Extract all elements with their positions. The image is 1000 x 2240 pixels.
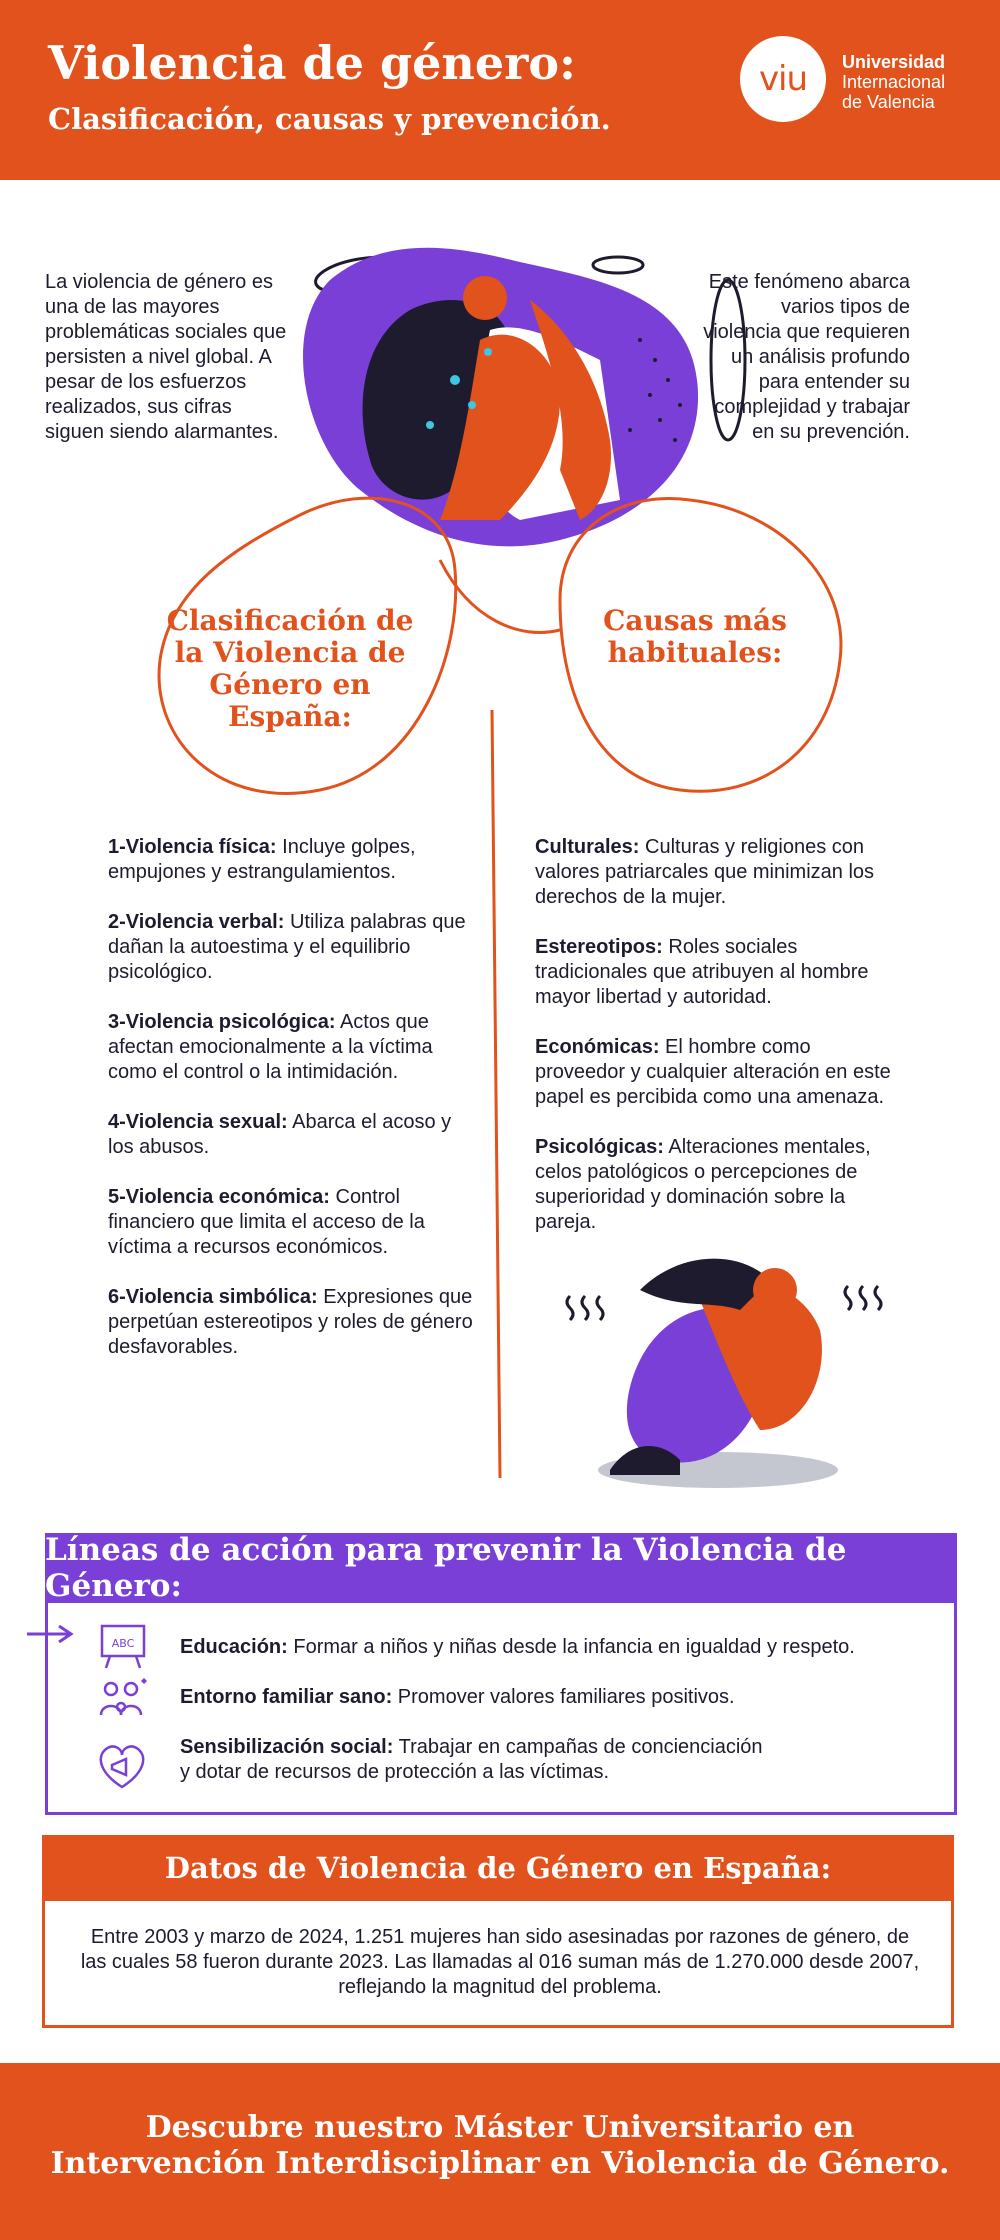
causes-title: Causas más habituales: [603,604,787,669]
family-icon [95,1675,151,1727]
university-logo-text[interactable] [842,52,945,112]
footer-cta-text[interactable]: Descubre nuestro Máster Universitario en Intervención Interdisciplinar en Violencia de Género. [50,2110,950,2181]
action-lines-title: Líneas de acción para prevenir la Violencia de Género: [45,1533,957,1603]
item-text: Promover valores familiares positivos. [392,1686,735,1708]
item-text: El hombre como proveedor y cualquier alteración en este papel es percibida como una amenaza. [535,1036,891,1108]
svg-text:ABC: ABC [111,1637,135,1650]
list-item [535,1135,905,1235]
classification-list [108,835,473,1385]
item-text: Alteraciones mentales, celos patológicos o percepciones de superioridad y dominación sobre la pareja. [535,1136,871,1233]
item-text-cont: y dotar de recursos de protección a las víctimas. [180,1761,610,1783]
list-item [108,1185,473,1260]
connector-curve [440,560,560,632]
item-label: Sensibilización social: [180,1736,394,1758]
action-item-family [180,1685,735,1710]
sitting-woman-figure [567,1259,881,1488]
item-label: Educación: [180,1636,288,1658]
item-label: 3-Violencia psicológica: [108,1011,336,1033]
page-title: Violencia de género: [48,36,577,90]
logo-line-1: Universidad [842,52,946,72]
list-item [535,835,905,910]
logo-mark: viu [758,59,808,99]
item-text: Culturas y religiones con valores patriarcales que minimizan los derechos de la mujer. [535,836,875,908]
causes-list [535,835,905,1260]
scribble-ellipse-right [593,257,643,273]
page-subtitle: Clasificación, causas y prevención. [48,102,611,136]
arrow-right-icon [25,1622,75,1646]
list-item [108,835,473,885]
list-item [108,1110,473,1160]
item-text: Control financiero que limita el acceso de la víctima a recursos económicos. [108,1186,425,1258]
item-label: Culturales: [535,836,640,858]
list-item [108,910,473,985]
item-label: Estereotipos: [535,936,663,958]
data-title: Datos de Violencia de Género en España: [42,1835,954,1901]
item-text: Utiliza palabras que dañan la autoestima y el equilibrio psicológico. [108,911,466,983]
action-item-education [180,1635,855,1660]
item-text: Formar a niños y niñas desde la infancia en igualdad y respeto. [287,1636,855,1658]
action-item-awareness [180,1735,763,1785]
university-logo-icon[interactable] [740,36,826,122]
item-label: 2-Violencia verbal: [108,911,285,933]
data-paragraph: Entre 2003 y marzo de 2024, 1.251 mujeres han sido asesinadas por razones de género, de las cuales 58 fueron durante 2023. Las llamadas al 016 suman más de 1.270.000 desde 2007, reflejando la magnitud del problema. [80,1926,920,1998]
classification-title: Clasificación de la Violencia de Género en España: [166,604,414,733]
list-item [535,1035,905,1110]
item-text: Roles sociales tradicionales que atribuyen al hombre mayor libertad y autoridad. [535,936,869,1008]
list-item [108,1285,473,1360]
megaphone-heart-icon [92,1735,152,1795]
list-item [535,935,905,1010]
intro-right-paragraph: Este fenómeno abarca varios tipos de violencia que requieren un análisis profundo para entender su complejidad y trabajar en su prevención. [703,271,910,443]
item-label: Psicológicas: [535,1136,664,1158]
item-text: Incluye golpes, empujones y estrangulamientos. [108,836,416,883]
intro-left-paragraph: La violencia de género es una de las mayores problemáticas sociales que persisten a nivel global. A pesar de los esfuerzos realizados, sus cifras siguen siendo alarmantes. [45,271,287,443]
item-label: 1-Violencia física: [108,836,277,858]
item-label: 6-Violencia simbólica: [108,1286,318,1308]
chalkboard-icon [98,1622,148,1672]
item-label: Económicas: [535,1036,660,1058]
logo-line-2: Internacional [842,72,946,92]
item-label: 4-Violencia sexual: [108,1111,288,1133]
list-item [108,1010,473,1085]
vertical-divider [492,710,500,1478]
logo-line-3: de Valencia [842,92,935,112]
item-text: Expresiones que perpetúan estereotipos y roles de género desfavorables. [108,1286,473,1358]
item-label: Entorno familiar sano: [180,1686,393,1708]
item-text: Abarca el acoso y los abusos. [108,1111,452,1158]
item-text: Actos que afectan emocionalmente a la víctima como el control o la intimidación. [108,1011,433,1083]
item-label: 5-Violencia económica: [108,1186,330,1208]
item-text: Trabajar en campañas de concienciación [393,1736,763,1758]
